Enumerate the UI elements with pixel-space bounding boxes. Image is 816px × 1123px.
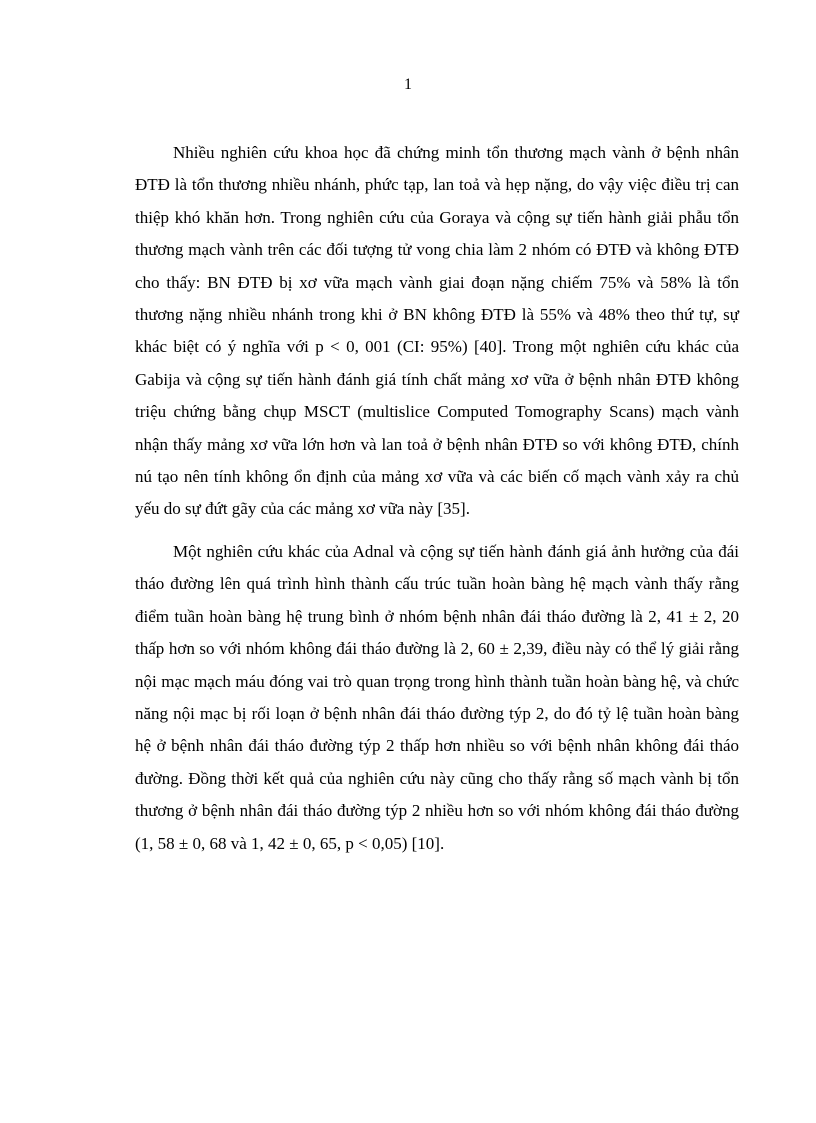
document-body — [135, 137, 739, 870]
paragraph-1: Nhiều nghiên cứu khoa học đã chứng minh tổn thương mạch vành ở bệnh nhân ĐTĐ là tổn thương nhiều nhánh, phức tạp, lan toả và hẹp nặng, do vậy việc điều trị can thiệp khó khăn hơn. Trong nghiên cứu của Goraya và cộng sự tiến hành giải phẫu tổn thương mạch vành trên các đối tượng tử vong chia làm 2 nhóm có ĐTĐ và không ĐTĐ cho thấy: BN ĐTĐ bị xơ vữa mạch vành giai đoạn nặng chiếm 75% và 58% là tổn thương nặng nhiều nhánh trong khi ở BN không ĐTĐ là 55% và 48% theo thứ tự, sự khác biệt có ý nghĩa với p < 0, 001 (CI: 95%) [40]. Trong một nghiên cứu khác của Gabija và cộng sự tiến hành đánh giá tính chất mảng xơ vữa ở bệnh nhân ĐTĐ không triệu chứng bằng chụp MSCT (multislice Computed Tomography Scans) mạch vành nhận thấy mảng xơ vữa lớn hơn và lan toả ở bệnh nhân ĐTĐ so với không ĐTĐ, chính nú tạo nên tính không ổn định của mảng xơ vữa và các biến cố mạch vành xảy ra chủ yếu do sự đứt gãy của các mảng xơ vữa này [35]. — [135, 143, 739, 519]
page-number: 1 — [404, 76, 412, 93]
paragraph-2: Một nghiên cứu khác của Adnal và cộng sự tiến hành đánh giá ảnh hưởng của đái tháo đường lên quá trình hình thành cấu trúc tuần hoàn bàng hệ mạch vành thấy rằng điểm tuần hoàn bàng hệ trung bình ở nhóm bệnh nhân đái tháo đường là 2, 41 ± 2, 20 thấp hơn so với nhóm không đái tháo đường là 2, 60 ± 2,39, điều này có thể lý giải rằng nội mạc mạch máu đóng vai trò quan trọng trong hình thành tuần hoàn bàng hệ, và chức năng nội mạc bị rối loạn ở bệnh nhân đái tháo đường týp 2, do đó tỷ lệ tuần hoàn bàng hệ ở bệnh nhân đái tháo đường týp 2 thấp hơn nhiều so với bệnh nhân không đái tháo đường. Đồng thời kết quả của nghiên cứu này cũng cho thấy rằng số mạch vành bị tổn thương ở bệnh nhân đái tháo đường týp 2 nhiều hơn so với nhóm không đái tháo đường (1, 58 ± 0, 68 và 1, 42 ± 0, 65, p < 0,05) [10]. — [135, 541, 739, 853]
